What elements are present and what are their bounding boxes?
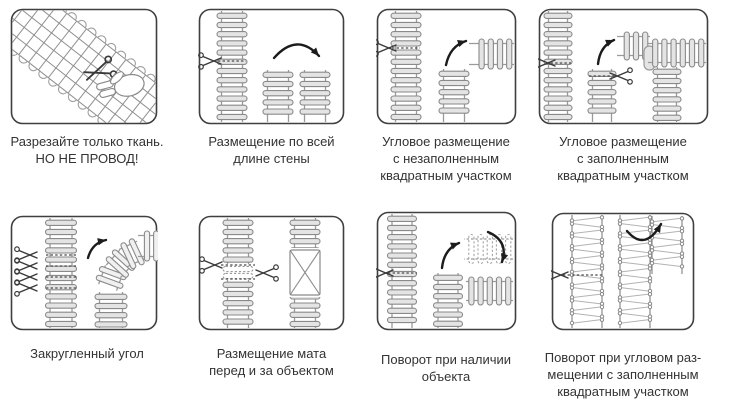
- caption-line: длине стены: [233, 151, 310, 166]
- panel-rounded-corner-illustration: [10, 215, 158, 331]
- panel-around-object-illustration: [198, 215, 345, 331]
- caption-line: Размещение мата: [216, 346, 327, 361]
- panel-5-caption: [0, 345, 176, 362]
- panel-3-caption: [356, 133, 536, 184]
- panel-cut-fabric-illustration: [10, 8, 158, 125]
- caption-line: квадратным участком: [557, 384, 689, 399]
- mat-strip: [263, 70, 293, 122]
- caption-line: с незаполненным: [392, 151, 500, 166]
- panel-1-caption: [0, 133, 176, 167]
- caption-line: Закругленный угол: [30, 346, 144, 361]
- panel-turn-corner-illustration: [551, 212, 695, 331]
- caption-line: Разрезайте только ткань.: [10, 134, 164, 149]
- caption-line: Размещение по всей: [208, 134, 335, 149]
- caption-line: Угловое размещение: [382, 134, 510, 149]
- panel-border: [12, 217, 157, 330]
- object-box-icon: [290, 250, 320, 295]
- caption-line: с заполненным: [577, 151, 669, 166]
- caption-line: объекта: [421, 369, 471, 384]
- panel-full-wall-illustration: [198, 8, 345, 125]
- panel-2-caption: [184, 133, 359, 167]
- caption-line: Поворот при угловом раз-: [544, 350, 702, 365]
- panel-8-caption: [527, 349, 719, 400]
- caption-line: мещении с заполненным: [547, 367, 699, 382]
- caption-line: Угловое размещение: [559, 134, 687, 149]
- caption-line: Поворот при наличии: [381, 352, 511, 367]
- caption-line: квадратным участком: [380, 168, 512, 183]
- caption-line: перед и за объектом: [209, 363, 334, 378]
- panel-corner-filled-illustration: [538, 8, 709, 125]
- panel-6-caption: [184, 345, 359, 379]
- mat-strip: [466, 277, 513, 305]
- caption-line: НО НЕ ПРОВОД!: [35, 151, 139, 166]
- panel-7-caption: [356, 351, 536, 385]
- panel-corner-unfilled-illustration: [376, 8, 517, 125]
- caption-line: квадратным участком: [557, 168, 689, 183]
- mat-strip: [223, 218, 253, 264]
- mat-strip: [223, 280, 253, 328]
- panel-4-caption: [530, 133, 716, 184]
- mat-strip: [300, 70, 330, 122]
- panel-turn-object-illustration: [376, 211, 517, 331]
